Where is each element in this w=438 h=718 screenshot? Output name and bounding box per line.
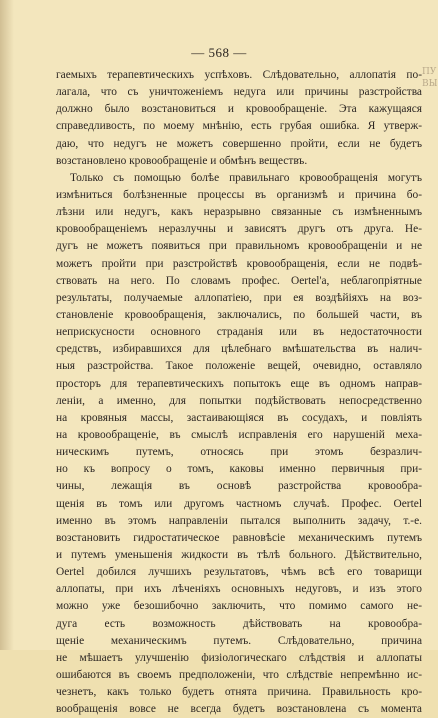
text-line: результаты, получаемые аллопатіею, при ея воздѣйіяхъ на воз- bbox=[56, 291, 422, 304]
text-line: на кровяныя массы, застаивающіяся въ сосудахъ, и повліять bbox=[56, 411, 422, 424]
text-line: ствовать на него. По словамъ профес. Oertel'a, неблагопріятные bbox=[56, 274, 422, 287]
text-line: даю, что недугъ не можетъ совершенно пройти, если не будетъ bbox=[56, 137, 422, 150]
text-line: средствъ, избиравшихся для цѣлебнаго вмѣшательства въ налич- bbox=[56, 343, 422, 356]
text-line: становленіе кровообращенія, заключались, по большей части, въ bbox=[56, 308, 422, 321]
text-line: просторъ для терапевтическихъ попытокъ еще въ одномъ направ- bbox=[56, 377, 422, 390]
bleed-through-text bbox=[422, 66, 436, 90]
text-line: ныя разстройства. Такое положеніе вещей, очевидно, оставляло bbox=[56, 360, 422, 373]
text-line: лагала, что съ уничтоженіемъ недуга или причины разстройства bbox=[56, 86, 422, 99]
text-line: щеніе механическимъ путемъ. Слѣдовательно, причина bbox=[56, 634, 422, 647]
text-line: дугъ не можетъ появиться при правильномъ кровообращеніи и не bbox=[56, 240, 422, 253]
paragraph bbox=[56, 67, 422, 170]
text-line: дуга есть возможность дѣйствовать на кровообра- bbox=[56, 617, 422, 630]
text-line: справедливость, по моему мнѣнію, есть грубая ошибка. Я утверж- bbox=[56, 120, 422, 133]
text-line: чины, лежащія въ основѣ разстройства кровообра- bbox=[56, 480, 422, 493]
text-line: ническимъ путемъ, относясь при этомъ безразлич- bbox=[56, 446, 422, 459]
text-line: можно уже безошибочно заключить, что помимо самого не- bbox=[56, 600, 422, 613]
text-line: лѣзни или недугъ, какъ неразрывно связанные съ измѣненнымъ bbox=[56, 206, 422, 219]
text-line: Только съ помощью болѣе правильнаго кровообращенія могутъ bbox=[70, 171, 422, 184]
text-line: щенія въ томъ или другомъ частномъ случаѣ. Профес. Oertel bbox=[56, 497, 422, 510]
text-line: Oertel добился лучшихъ результатовъ, чѣмъ всѣ его товарищи bbox=[56, 566, 422, 579]
text-line: гаемыхъ терапевтическихъ успѣховъ. Слѣдовательно, аллопатія по- bbox=[56, 69, 422, 81]
text-line: и путемъ уменьшенія жидкости въ тѣлѣ больного. Дѣйствительно, bbox=[56, 548, 422, 561]
page-number: — 568 — bbox=[191, 45, 247, 60]
text-line: должно было возстановиться и кровообращеніе. Эта кажущаяся bbox=[56, 103, 422, 116]
text-line: именно въ этомъ направленіи пытался выполнить задачу, т.-е. bbox=[56, 514, 422, 527]
text-line: чезнетъ, какъ только будетъ отнята причина. Правильность кро- bbox=[56, 686, 422, 699]
text-line: аллопаты, при ихъ лѣченіяхъ основныхъ недуговъ, и изъ этого bbox=[56, 583, 422, 596]
text-line: возстановлено кровообращеніе и обмѣнъ веществъ. bbox=[56, 154, 308, 167]
text-line: леніи, а именно, для попытки подѣйствовать непосредственно bbox=[56, 394, 422, 407]
text-line: измѣниться болѣзненные процессы въ организмѣ и причина бо- bbox=[56, 188, 422, 201]
text-line: на кровообращеніе, въ смыслѣ исправленія его нарушеній меха- bbox=[56, 428, 422, 441]
text-line: но къ вопросу о томъ, каковы именно первичныя при- bbox=[56, 463, 422, 476]
text-line: неприскусности основного страданія или въ недостаточности bbox=[56, 326, 422, 339]
text-line: кровообращеніемъ неразлучны и зависятъ другъ отъ друга. Не- bbox=[56, 223, 422, 236]
text-line: ошибаются въ своемъ предположеніи, что слѣдствіе непремѣнно ис- bbox=[56, 668, 422, 681]
bleed-line: ВЫ bbox=[422, 79, 438, 89]
text-line: можетъ пройти при разстройствѣ кровообращенія, если не подвѣ- bbox=[56, 257, 422, 270]
text-line: не мѣшаетъ улучшенію физіологическаго слѣдствія и аллопаты bbox=[56, 651, 422, 664]
text-line: вообращенія вовсе не всегда будетъ возстановлена съ момента bbox=[56, 703, 422, 716]
page-edge-shadow bbox=[0, 0, 14, 650]
text-line: возстановить гидростатическое равновѣсіе механическимъ путемъ bbox=[56, 531, 422, 544]
body-text bbox=[56, 67, 422, 718]
bleed-line: ПУ bbox=[422, 67, 437, 77]
paragraph bbox=[56, 170, 422, 718]
